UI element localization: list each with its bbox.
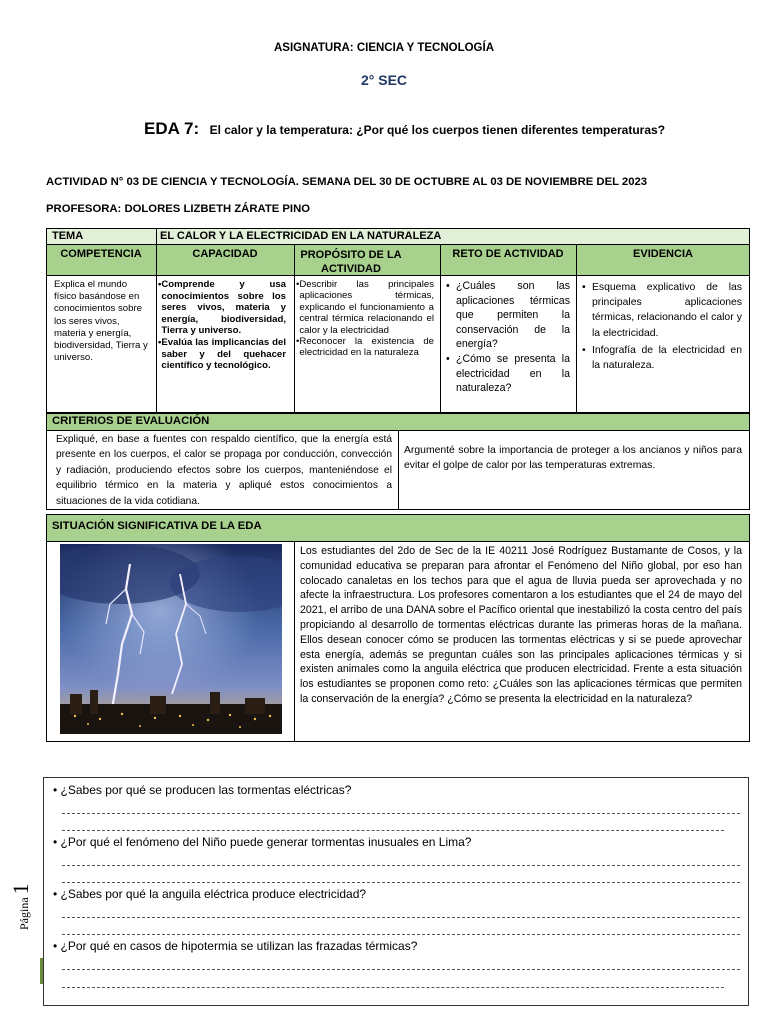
margin-marker [40, 958, 43, 984]
situacion-label: SITUACIÓN SIGNIFICATIVA DE LA EDA [52, 520, 262, 532]
col-evidencia: EVIDENCIA [633, 248, 693, 260]
col-reto: RETO DE ACTIVIDAD [452, 248, 564, 260]
situacion-text: Los estudiantes del 2do de Sec de la IE 40211 José Rodríguez Bustamante de Cosos, y la comunidad educativa se preparan para afrontar el Fenómeno del Niño global, por eso han colocado canaletas en los techos para que el agua de lluvia pueda ser aprovechada y no afecte la infraestructura. Los profesores comentaron a los estudiantes que el 24 de mayo del 2021, el arribo de una DANA sobre el Pacífico oriental que inestabilizó la costa centro del país propiciando al desarrollo de tormentas eléctricas durante las primeras horas de la mañana. Ellos desean conocer cómo se producen las tormentas eléctricas y si se puede aprovechar esta energía, además se preguntan cuáles son las principales aplicaciones térmicas y si existen animales como la anguila eléctrica que producen electricidad. Frente a esta situación los estudiantes se proponen como reto: ¿Cuáles son las aplicaciones térmicas que permiten la conservación de la energía? ¿Cómo se presenta la electricidad en la naturaleza? [300, 545, 742, 705]
proposito-list: • Describir las principales aplicaciones térmicas, explicando el funcionamiento a central térmica relacionando el calor y la electricidad • Reconocer la existencia de electricidad en la naturaleza [296, 279, 434, 359]
answer-line[interactable] [62, 865, 740, 866]
evidencia-item: Infografía de la electricidad en la naturaleza. [592, 344, 742, 372]
subject-title: ASIGNATURA: CIENCIA Y TECNOLOGÍA [274, 42, 494, 54]
competencia-text: Explica el mundo físico basándose en conocimientos sobre los seres vivos, materia y energía, biodiversidad, Tierra y universo. [54, 279, 148, 364]
reto-item: ¿Cómo se presenta la electricidad en la naturaleza? [456, 352, 570, 395]
grade-title: 2° SEC [360, 72, 408, 88]
question-3: • ¿Sabes por qué la anguila eléctrica produce electricidad? [53, 887, 367, 901]
proposito-item: Describir las principales aplicaciones térmicas, explicando el funcionamiento a central térmica relacionando el calor y la electricidad [299, 279, 434, 336]
col-proposito: PROPÓSITO DE LA ACTIVIDAD [300, 249, 402, 275]
criterios-label: CRITERIOS DE EVALUACIÓN [52, 415, 210, 427]
answer-line[interactable] [62, 882, 740, 883]
capacidad-item: Evalúa las implicancias del saber y del quehacer científico y tecnológico. [161, 336, 286, 372]
col-competencia: COMPETENCIA [60, 248, 142, 260]
reto-item: ¿Cuáles son las aplicaciones térmicas que permiten la conservación de la energía? [456, 280, 570, 351]
eda-heading [144, 119, 665, 139]
capacidad-list: • Comprende y usa conocimientos sobre los seres vivos, materia y energía, biodiversidad, Tierra y universo. • Evalúa las implicancias del saber y del quehacer científico y tecnológico. [158, 279, 286, 372]
proposito-item: Reconocer la existencia de electricidad en la naturaleza [299, 336, 434, 359]
eda-title: El calor y la temperatura: ¿Por qué los cuerpos tienen diferentes temperaturas? [209, 123, 666, 137]
question-1: • ¿Sabes por qué se producen las tormentas eléctricas? [53, 783, 352, 797]
criterio-1: Expliqué, en base a fuentes con respaldo científico, que la energía está presente en los cuerpos, el calor se propaga por conducción, convección y radiación, produciendo efectos sobre los cuerpos, manteniéndose el equilibrio térmico en la materia y apliqué estos conocimientos a situaciones de la vida cotidiana. [56, 434, 392, 507]
eda-number: EDA 7: [144, 119, 200, 138]
capacidad-item: Comprende y usa conocimientos sobre los seres vivos, materia y energía, biodiversidad, Tierra y universo. [161, 279, 286, 337]
answer-line[interactable] [62, 917, 740, 918]
page-number [8, 883, 34, 930]
col-capacidad: CAPACIDAD [192, 248, 258, 260]
lightning-storm-photo [60, 544, 282, 734]
page-number-value: 1 [8, 883, 33, 895]
answer-line[interactable] [62, 813, 740, 814]
question-2: • ¿Por qué el fenómeno del Niño puede generar tormentas inusuales en Lima? [53, 835, 472, 849]
reto-list: • ¿Cuáles son las aplicaciones térmicas que permiten la conservación de la energía? • ¿Cómo se presenta la electricidad en la naturaleza? [446, 280, 570, 395]
question-4: • ¿Por qué en casos de hipotermia se utilizan las frazadas térmicas? [53, 939, 418, 953]
answer-line[interactable] [62, 934, 740, 935]
tema-value: EL CALOR Y LA ELECTRICIDAD EN LA NATURALEZA [160, 230, 442, 242]
evidencia-item: Esquema explicativo de las principales aplicaciones térmicas, relacionando el calor y la electricidad. [592, 282, 742, 339]
page-label: Página [17, 897, 31, 930]
answer-line[interactable] [62, 830, 724, 831]
tema-label: TEMA [52, 230, 84, 242]
activity-line: ACTIVIDAD N° 03 DE CIENCIA Y TECNOLOGÍA. SEMANA DEL 30 DE OCTUBRE AL 03 DE NOVIEMBRE DEL 2023 [46, 176, 648, 188]
answer-line[interactable] [62, 969, 740, 970]
evidencia-list: • Esquema explicativo de las principales aplicaciones térmicas, relacionando el calor y la electricidad. • Infografía de la electricidad en la naturaleza. [582, 280, 742, 373]
teacher-line: PROFESORA: DOLORES LIZBETH ZÁRATE PINO [46, 203, 311, 215]
criterio-2: Argumenté sobre la importancia de proteger a los ancianos y niños para evitar el golpe de calor por las temperaturas extremas. [404, 445, 742, 471]
answer-line[interactable] [62, 987, 724, 988]
